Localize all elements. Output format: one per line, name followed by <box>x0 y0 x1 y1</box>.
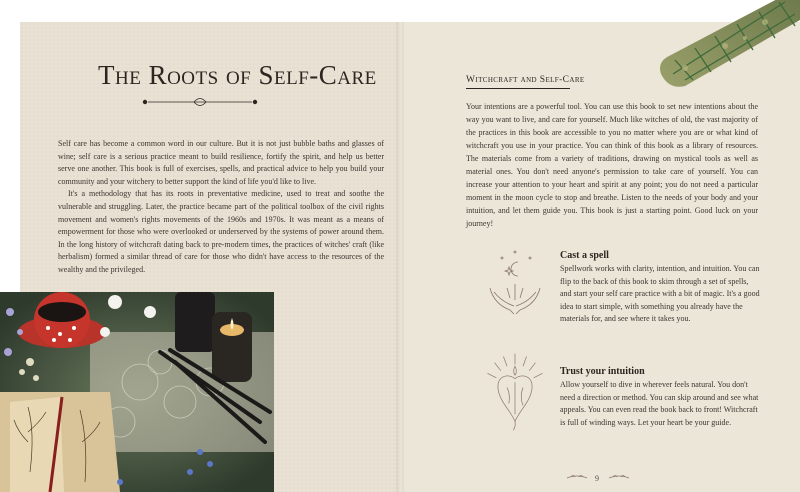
paragraph: Self care has become a common word in our culture. But it is not just bubble baths and glasses of wine; self care is a serious practice meant to build resilience, fortify the spirit, and help us better serve one another. This book is full of exercises, spells, and practical advice to help you build your community and your witchery to better support the kind of life you'd like to live. <box>58 139 384 186</box>
intuition-body: Allow yourself to dive in wherever feels natural. You don't need a direction or method. You can skip around and see what appeals. You can even read the book back to front! Witchcraft is full of winding ways. Let your heart be your guide. <box>560 380 759 427</box>
section-heading: Witchcraft and Self-Care <box>466 75 585 85</box>
altar-photo <box>0 292 274 492</box>
title-ornament-icon <box>140 95 260 109</box>
book-gutter <box>396 22 404 492</box>
intuition-title: Trust your intuition <box>560 366 645 377</box>
page-title: The Roots of Self-Care <box>98 60 377 90</box>
sage-bundle-image <box>655 0 800 90</box>
section-underline <box>466 88 570 89</box>
paragraph: It's a methodology that has its roots in preventative medicine, used to treat and soothe the vulnerable and struggling. Later, the practice became part of the political toolbox of the civil rights movement and women's rights movements of the 1960s and 1970s. It was meant as a means of empowerment for those who were overlooked or underserved by the systems of power around them. In the long history of witchcraft dating back to pre-modern times, the practices of witches' craft (like herbalism) formed a similar thread of care for those who didn't have access to the resources of the wealthy and the privileged. <box>58 189 384 274</box>
sacred-heart-icon <box>480 352 550 432</box>
spell-body: Spellwork works with clarity, intention, and intuition. You can flip to the back of this book to skim through a set of spells, and start your self care practice with a bit of magic. It's a good idea to start simple, with something you already have the materials for, and see where it takes you. <box>560 264 760 324</box>
hands-moon-icon <box>480 248 550 328</box>
left-body-text <box>58 138 384 277</box>
page-number: 9 <box>595 474 599 483</box>
right-intro-text: Your intentions are a powerful tool. You can use this book to set new intentions about the way you want to live, and care for yourself. Much like witches of old, the vast majority of the practices in this book are accessible to you no matter where you are or what kind of witchcraft you use in your practice. You can think of this book as a library of resources. The materials come from a variety of traditions, drawing on mystical tools as well as material ones. You don't need anyone's permission to take care of yourself. You can increase your attention to your heart and spirit at any point; you do not need a particular moment in the moon cycle to stop and breathe. Listen to the needs of your body and your intuition, and let them guide you. This book is just a starting point. Good luck on your journey! <box>466 102 758 228</box>
spell-title: Cast a spell <box>560 250 609 261</box>
